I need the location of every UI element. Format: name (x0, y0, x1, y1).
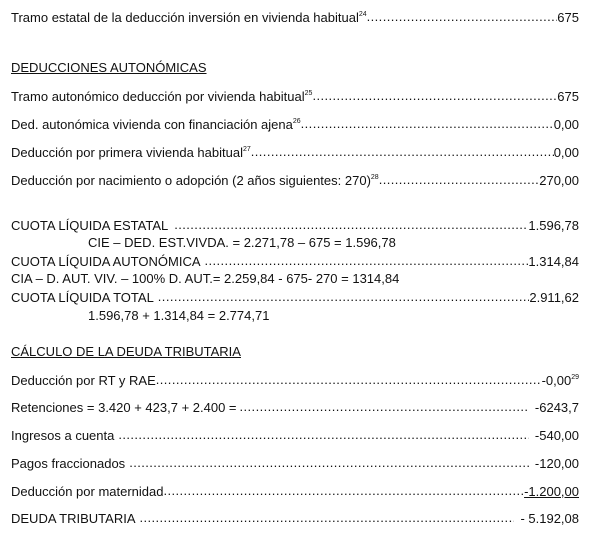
row-label: Deducción por RT y RAE (11, 373, 156, 388)
footnote-ref: 26 (292, 118, 301, 125)
row-value: 2.911,62 (529, 290, 579, 305)
formula-cuota-total: 1.596,78 + 1.314,84 = 2.774,71 (88, 308, 270, 323)
row-label: Retenciones = 3.420 + 423,7 + 2.400 = (11, 400, 237, 415)
row-value: -6243,7 (534, 400, 579, 415)
row-label: Tramo estatal de la deducción inversión en vivienda habitual (11, 10, 359, 25)
deduccion-row (11, 171, 579, 188)
row-value: 270,00 (539, 173, 579, 188)
row-value: 1.314,84 (528, 254, 579, 269)
footnote-ref: 27 (242, 146, 251, 153)
row-value: 0,00 (553, 117, 579, 132)
row-value: -0,00 (541, 373, 572, 388)
formula-cuota-autonomica: CIA – D. AUT. VIV. – 100% D. AUT.= 2.259,84 - 675- 270 = 1314,84 (11, 271, 400, 286)
deduccion-row (11, 87, 579, 104)
deuda-row (11, 371, 579, 388)
dot-leader (139, 509, 514, 526)
footnote-ref: 29 (571, 374, 579, 381)
section-heading-deducciones-autonomicas: DEDUCCIONES AUTONÓMICAS (11, 60, 207, 75)
formula-cuota-estatal: CIE – DED. EST.VIVDA. = 2.271,78 – 675 = 1.596,78 (88, 235, 396, 250)
deuda-row (11, 426, 579, 443)
deduccion-row (11, 143, 579, 160)
row-value: -1.200,00 (524, 484, 579, 499)
row-label: DEUDA TRIBUTARIA (11, 511, 136, 526)
dot-leader (163, 482, 524, 499)
cuota-autonomica-row (11, 252, 579, 269)
row-label: Ded. autonómica vivienda con financiación ajena (11, 117, 293, 132)
row-label: CUOTA LÍQUIDA ESTATAL (11, 218, 169, 233)
deuda-row (11, 482, 579, 499)
dot-leader (118, 426, 529, 443)
dot-leader (174, 216, 528, 233)
deuda-row (11, 398, 579, 415)
dot-leader (379, 171, 540, 188)
dot-leader (156, 371, 542, 388)
footnote-ref: 28 (370, 174, 379, 181)
row-label: CUOTA LÍQUIDA TOTAL (11, 290, 154, 305)
deduccion-row (11, 115, 579, 132)
row-value: -540,00 (534, 428, 579, 443)
row-label: CUOTA LÍQUIDA AUTONÓMICA (11, 254, 201, 269)
row-label: Ingresos a cuenta (11, 428, 115, 443)
row-value: 1.596,78 (528, 218, 579, 233)
dot-leader (367, 8, 558, 25)
dot-leader (158, 288, 530, 305)
row-label: Deducción por nacimiento o adopción (2 años siguientes: 270) (11, 173, 371, 188)
row-value: 675 (557, 10, 579, 25)
footnote-ref: 25 (304, 90, 313, 97)
dot-leader (240, 398, 529, 415)
tramo-estatal-row (11, 8, 579, 25)
row-value: - 5.192,08 (520, 511, 579, 526)
dot-leader (251, 143, 554, 160)
row-label: Deducción por primera vivienda habitual (11, 145, 243, 160)
row-label: Tramo autonómico deducción por vivienda habitual (11, 89, 305, 104)
dot-leader (129, 454, 529, 471)
deuda-row (11, 454, 579, 471)
deuda-tributaria-row (11, 509, 579, 526)
section-heading-deuda-tributaria: CÁLCULO DE LA DEUDA TRIBUTARIA (11, 344, 241, 359)
row-value: 0,00 (553, 145, 579, 160)
dot-leader (312, 87, 557, 104)
cuota-estatal-row (11, 216, 579, 233)
row-label: Deducción por maternidad (11, 484, 164, 499)
row-value: 675 (557, 89, 579, 104)
cuota-total-row (11, 288, 579, 305)
footnote-ref: 24 (358, 11, 367, 18)
row-label: Pagos fraccionados (11, 456, 126, 471)
dot-leader (301, 115, 554, 132)
row-value: -120,00 (534, 456, 579, 471)
dot-leader (205, 252, 529, 269)
